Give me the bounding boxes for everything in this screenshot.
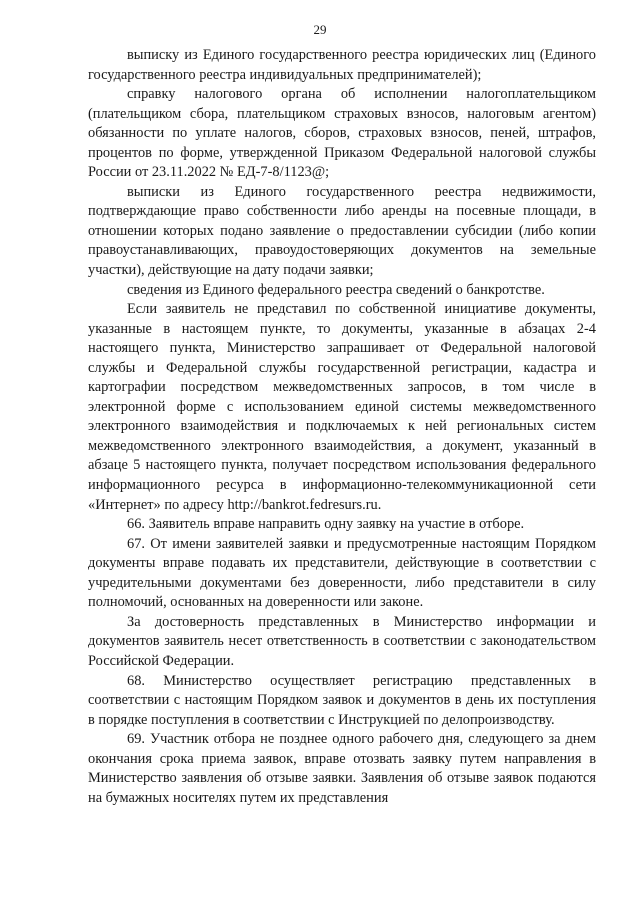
page-number: 29 bbox=[313, 22, 327, 37]
paragraph-item-69: 69. Участник отбора не позднее одного рабочего дня, следующего за днем окончания срока приема заявок, вправе отозвать заявку путем направления в Министерство заявления об отзыве заявки. Заявления об отзыве заявок подаются на бумажных носителях путем их представления bbox=[88, 731, 596, 806]
paragraph-item-66: 66. Заявитель вправе направить одну заявку на участие в отборе. bbox=[127, 516, 525, 533]
paragraph-bankruptcy-registry: сведения из Единого федерального реестра сведений о банкротстве. bbox=[127, 281, 545, 298]
paragraph-responsibility: За достоверность представленных в Министерство информации и документов заявитель несет ответственность в соответствии с законодательством Российской Федерации. bbox=[88, 613, 596, 669]
paragraph-interagency-requests: Если заявитель не представил по собственной инициативе документы, указанные в настоящем пункте, то документы, указанные в абзацах 2-4 настоящего пункта, Министерство запрашивает от Федеральной налоговой службы и Федеральной службы государственной регистрации, кадастра и картографии посредством межведомственных запросов, в том числе в электронной форме с использованием единой системы межведомственного электронного взаимодействия и подключаемых к ней региональных систем межведомственного электронного взаимодействия, а документ, указанный в абзаце 5 настоящего пункта, получает посредством использования федерального информационного ресурса в информационно-телекоммуникационной сети «Интернет» по адресу http://bankrot.fedresurs.ru. bbox=[88, 301, 596, 513]
paragraph-item-68: 68. Министерство осуществляет регистрацию представленных в соответствии с настоящим Порядком заявок и документов в день их поступления в порядке поступления в соответствии с Инструкцией по делопроизводству. bbox=[88, 672, 596, 728]
paragraph-real-estate-registry-extracts: выписки из Единого государственного реестра недвижимости, подтверждающие право собственности либо аренды на посевные площади, в отношении которых подано заявление о предоставлении субсидии (либо копии правоустанавливающих, правоудостоверяющих документов на земельные участки), действующие на дату подачи заявки; bbox=[88, 183, 596, 279]
document-body bbox=[88, 46, 596, 808]
paragraph-tax-certificate: справку налогового органа об исполнении налогоплательщиком (плательщиком сбора, плательщиком страховых взносов, налоговым агентом) обязанности по уплате налогов, сборов, страховых взносов, пеней, штрафов, процентов по форме, утвержденной Приказом Федеральной налоговой службы России от 23.11.2022 № ЕД-7-8/1123@; bbox=[88, 86, 596, 181]
paragraph-item-67: 67. От имени заявителей заявки и предусмотренные настоящим Порядком документы вправе подавать их представители, действующие в соответствии с учредительными документами без доверенности, либо представители в силу полномочий, основанных на доверенности или законе. bbox=[88, 535, 596, 611]
paragraph-extract-legal-entities-registry: выписку из Единого государственного реестра юридических лиц (Единого государственного реестра индивидуальных предпринимателей); bbox=[88, 47, 596, 83]
